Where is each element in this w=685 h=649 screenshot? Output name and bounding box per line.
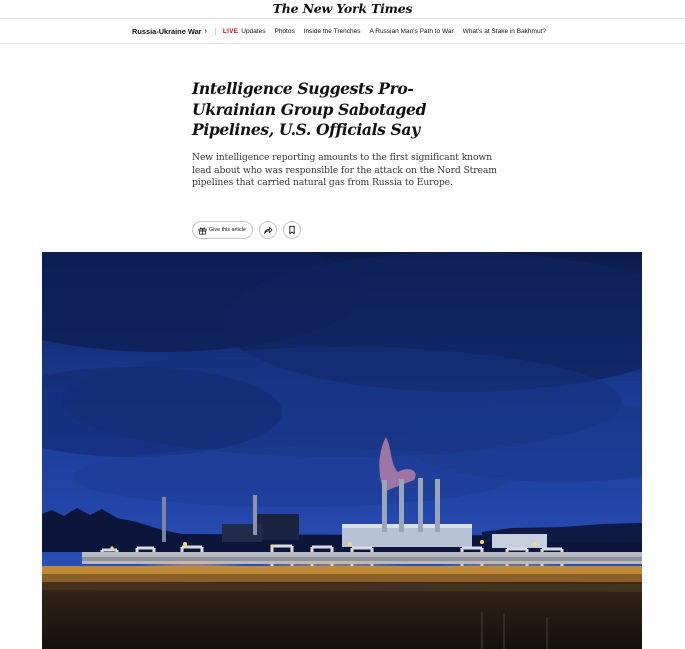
section-nav — [0, 18, 685, 44]
gift-article-label: Give this article — [209, 227, 246, 233]
chevron-right-icon: › — [204, 27, 207, 35]
share-tools — [192, 220, 307, 240]
nyt-logo[interactable]: The New York Times — [272, 1, 413, 16]
article-headline: Intelligence Suggests Pro-Ukrainian Group Sabotaged Pipelines, U.S. Officials Say — [192, 79, 427, 139]
article-summary: New intelligence reporting amounts to the first significant known lead about who was responsible for the attack on the Nord Stream pipelines that carried natural gas from Russia to Europe. — [192, 152, 497, 189]
nav-link-live-updates[interactable] — [215, 28, 266, 35]
share-button[interactable] — [259, 221, 277, 239]
bookmark-icon — [287, 225, 297, 235]
nav-link-whats-at-stake[interactable]: What’s at Stake in Bakhmut? — [462, 27, 546, 35]
lead-photo-pipeline-facility — [42, 252, 642, 649]
nav-section-label: Russia-Ukraine War — [132, 26, 202, 36]
nav-link-label: Updates — [241, 27, 266, 35]
masthead — [0, 0, 685, 18]
gift-article-button[interactable] — [192, 221, 253, 239]
nav-link-russian-mans-path[interactable]: A Russian Man’s Path to War — [369, 27, 454, 35]
save-button[interactable] — [283, 221, 301, 239]
share-arrow-icon — [263, 225, 273, 235]
lead-image — [42, 252, 642, 649]
nav-section-russia-ukraine-war[interactable] — [132, 27, 215, 36]
nav-link-inside-the-trenches[interactable]: Inside the Trenches — [303, 27, 361, 35]
section-nav-items — [132, 19, 555, 43]
live-badge: LIVE — [215, 28, 238, 35]
nav-link-photos[interactable]: Photos — [274, 27, 295, 35]
gift-icon — [198, 226, 207, 235]
